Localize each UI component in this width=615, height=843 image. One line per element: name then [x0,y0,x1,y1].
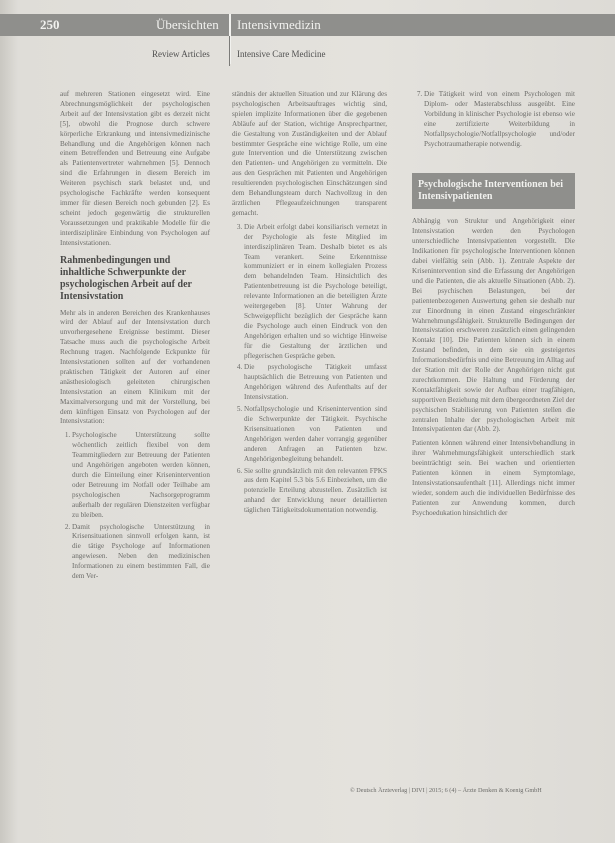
list-item: 7. Die Tätigkeit wird von einem Psychologen mit Diplom- oder Masterabschluss ausgeübt. Eine Vorbildung in klinischer Psychologie ist ebenso wie eine zertifizierte Weiterbildung in Notfallpsychologie/Notfallpsychologie und/oder Psychotraumatherapie notwendig. [424,90,575,149]
paragraph: Mehr als in anderen Bereichen des Krankenhauses wird der Ablauf auf der Intensivstation durch unvorhergesehene Ereignisse bestimmt. Dieser Tatsache muss auch die psychologische Arbeit Rechnung tragen. Nachfolgende Eckpunkte für Intensivstationen sollten auf der vorhandenen praktischen Tätigkeit der Autoren auf einer anästhesiologisch geleiteten chirurgischen Intensivstation an einem Klinikum mit der Maximalversorgung und mit der Vorstellung, bei dem künftigen Einsatz von Psychologen auf der Intensivstation: [60,308,210,426]
list-item: 6. Sie sollte grundsätzlich mit den relevanten FPKS aus dem Kapitel 5.3 bis 5.6 Einbeziehen, um die potenzielle Erteilung abzustellen. Zusätzlich ist anhand der Entwicklung neuer detaillierten täglichen Tätigkeitsdokumentation notwendig. [244,467,387,517]
list-item: 5. Notfallpsychologie und Krisenintervention sind die Schwerpunkte der Tätigkeit. Psychische Krisensituationen von Patienten und Angehörigen werden daher vorrangig gegenüber anderen Anfragen an Patienten bzw. Angehörigenbegleitung behandelt. [244,405,387,464]
paragraph: Abhängig von Struktur und Angehörigkeit einer Intensivstation werden den Psychologen unterschiedliche Intensivpatienten vorgestellt. Die Indikationen für psychologische Interventionen können dabei vielfältig sein (Abb. 1). Zentrale Aspekte der Krisenintervention sind die Erfassung der Angehörigen und die Patienten, die als aktuelle Situationen (Abb. 2). Bei psychischen Belastungen, bei der patientenbezogenen Auswertung gehen sie deshalb nur zur Einordnung in einen Zustand eingeschränkter Wahrnehmungsfähigkeit. Strukturelle Bedingungen der Intensivstation erschweren zusätzlich einen gelingenden Kontakt [10]. Die Patienten können sich in einem Zustand befinden, in dem sie ein gesteigertes Informationsbedürfnis und eine Betreuung im Alltag auf der Station mit der Rolle der Angehörigen nicht gut zurechtkommen. Die Haltung und Förderung der Kontaktfähigkeit sowie der Aufbau einer tragfähigen, supportiven Beziehung mit dem übergeordneten Ziel der psychischen Stabilisierung von Patienten stellen die zentralen Inhalte der psychologischen Arbeit mit Intensivpatienten dar (Abb. 2). [412,217,575,434]
list-item: 1. Psychologische Unterstützung sollte wöchentlich zeitlich flexibel von dem Teammitgliedern zur Betreuung der Patienten und Angehörigen angeboten werden können, durch die Einteilung einer Krisenintervention oder Betreuung im Notfall oder Teilhabe am psychologischen Nachsorgeprogramm außerhalb der regulären Dienstzeiten verfügbar zu bleiben. [72,431,210,520]
subsection-right: Intensive Care Medicine [237,49,326,59]
list-item: 3. Die Arbeit erfolgt dabei konsiliarisch vernetzt in der Psychologie als feste Mitglied im interdisziplinären Team. Deshalb bietet es als Team verankert. Seine Erkenntnisse kommuniziert er in einem kollegialen Prozess dem behandelnden Team. Hinsichtlich des Patientenbetreuung ist die Psychologe beteiligt, relevante Informationen an die beteiligten Ärzte weitergegeben [8]. Unter Wahrung der Schweigepflicht bezüglich der Gespräche kann die Psychologe auch einen Eindruck von den Angehörigen erhalten und so wichtige Hinweise für die Gestaltung der ärztlichen und pflegerischen Gespräche geben. [244,223,387,362]
list-item: 2. Damit psychologische Unterstützung in Krisensituationen sinnvoll erfolgen kann, ist die tätige Psychologe auf Informationen angewiesen. Neben den medizinischen Informationen zu einem bestimmten Fall, die dem Ver- [72,523,210,582]
subsection-left: Review Articles [152,49,210,59]
column-1 [60,90,210,584]
journal-title: Intensivmedizin [237,17,321,32]
paragraph: auf mehreren Stationen eingesetzt wird. Eine Abrechnungsmöglichkeit der psychologischen Arbeit auf der Intensivstation gibt es derzeit nicht [5], obwohl die Prognose durch schwere körperliche Erkrankung und intensivmedizinische Behandlung und die Angehörigen können nach einem Betreffenden und Betreuung eine Aufgabe als Patientenvertreter wahrnehmen [5]. Dennoch sind die Erfahrungen in diesem Bereich im Weiteren psychisch stark belastet und, und psychologische Fachkräfte werden konsequent immer für diesen Bereich noch gebunden [2]. Es scheint jedoch gegenwärtig die strukturellen Voraussetzungen und praktikable Modelle für die interdisziplinäre Einbindung von Psychologen auf Intensivstationen. [60,90,210,247]
list-item: 4. Die psychologische Tätigkeit umfasst hauptsächlich die Betreuung von Patienten und Angehörigen während des Aufenthalts auf der Intensivstation. [244,363,387,403]
footer-citation: © Deutsch Ärzteverlag | DIVI | 2015; 6 (4) – Ärzte Denken & Koenig GmbH [350,787,542,794]
numbered-list [412,90,575,149]
numbered-list [232,223,387,516]
section-label: Übersichten [156,17,219,32]
header-divider-line [229,36,230,66]
paragraph: ständnis der aktuellen Situation und zur Klärung des psychologischen Arbeitsauftrages wichtig sind, spielen implizite Informationen über die gegebenen Abläufe auf der Station, wichtige Ansprechpartner, die Gestaltung von Zuständigkeiten und der Ablauf bestimmter Gespräche eine wichtige Rolle, um eine gute Intervention und die Unterstützung zwischen den Patienten- und Angehörigen zu vermitteln. Die aus den Gesprächen mit Patienten und Angehörigen resultierenden psychologischen Einschätzungen sind dem Behandlungsteam durch Nachvollzug in den ärztlichen Pflegeaufzeichnungen transparent gemacht. [232,90,387,217]
section-title-box: Psychologische Interventionen bei Intensivpatienten [412,173,575,209]
numbered-list [60,431,210,582]
paragraph: Patienten können während einer Intensivbehandlung in ihrer Wahrnehmungsfähigkeit unterschiedlich stark beeinträchtigt sein. Bei wachen und orientierten Patienten können in einem Symptomlage, Intensivstationsaufenthalt [11]. Allerdings nicht immer wieder, sondern auch die individuellen Bedürfnisse des Patienten zur Anwendung kommen, durch Psychoedukation hinsichtlich der [412,439,575,517]
section-heading: Rahmenbedingungen und inhaltliche Schwerpunkte der psychologischen Arbeit auf der Intensivstation [60,254,192,302]
page-number: 250 [40,17,60,32]
column-2 [232,90,387,518]
column-3 [412,90,575,523]
